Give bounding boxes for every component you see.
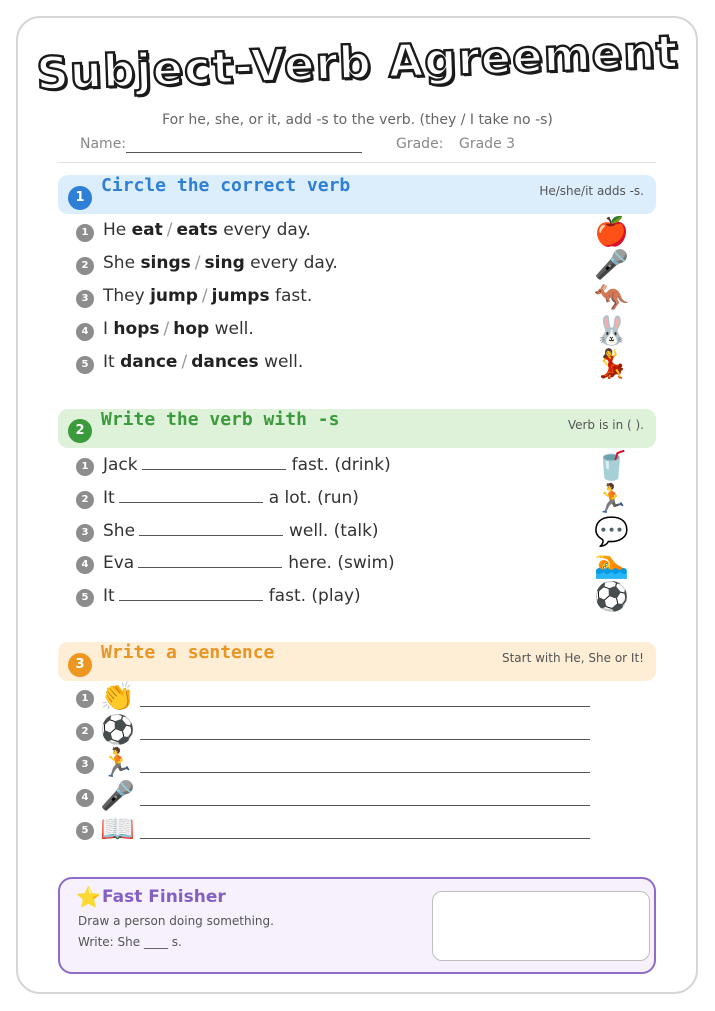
section-3-note: Start with He, She or It! bbox=[501, 651, 644, 665]
item-subject: Eva bbox=[103, 553, 135, 573]
apple-icon: 🍎 bbox=[594, 215, 629, 248]
star-icon: ⭐ bbox=[76, 885, 101, 909]
header-divider bbox=[58, 162, 656, 163]
item-number: 5 bbox=[76, 822, 94, 840]
answer-blank[interactable] bbox=[139, 520, 283, 536]
clapping-hands-icon: 👏 bbox=[100, 680, 135, 713]
soccer-ball-icon: ⚽ bbox=[594, 580, 629, 613]
sentence-line[interactable] bbox=[140, 805, 590, 806]
microphone-icon: 🎤 bbox=[100, 779, 135, 812]
item-number: 3 bbox=[76, 524, 94, 542]
verb-option[interactable]: jump bbox=[150, 286, 198, 306]
item-rest: fast. bbox=[274, 286, 313, 306]
fast-finisher-instruction: Draw a person doing something. bbox=[78, 914, 274, 928]
runner-icon: 🏃 bbox=[100, 746, 135, 779]
item-rest: well. bbox=[264, 352, 304, 372]
item-rest: here. (swim) bbox=[288, 553, 395, 573]
item-number: 1 bbox=[76, 690, 94, 708]
verb-option[interactable]: sing bbox=[204, 253, 245, 273]
item-number: 3 bbox=[76, 756, 94, 774]
item-subject: She bbox=[103, 253, 136, 273]
answer-blank[interactable] bbox=[138, 552, 282, 568]
verb-option[interactable]: eats bbox=[176, 220, 218, 240]
item-subject: Jack bbox=[103, 455, 138, 475]
item-subject: I bbox=[103, 319, 109, 339]
soccer-ball-icon: ⚽ bbox=[100, 713, 135, 746]
section-3-title: Write a sentence bbox=[101, 642, 275, 663]
book-icon: 📖 bbox=[100, 812, 135, 845]
verb-option[interactable]: hop bbox=[173, 319, 210, 339]
item-rest: well. (talk) bbox=[289, 521, 379, 541]
item-number: 2 bbox=[76, 723, 94, 741]
sentence-line[interactable] bbox=[140, 739, 590, 740]
item-number: 4 bbox=[76, 556, 94, 574]
fast-finisher-prompt: Write: She ____ s. bbox=[78, 935, 182, 949]
item-number: 2 bbox=[76, 257, 94, 275]
item-rest: every day. bbox=[223, 220, 311, 240]
section-1-note: He/she/it adds -s. bbox=[539, 184, 644, 198]
grade-value: Grade 3 bbox=[459, 136, 516, 152]
sentence-line[interactable] bbox=[140, 706, 590, 707]
runner-icon: 🏃 bbox=[594, 482, 629, 515]
item-subject: It bbox=[103, 488, 115, 508]
swimmer-icon: 🏊 bbox=[594, 547, 629, 580]
name-label: Name: bbox=[80, 136, 127, 152]
verb-option[interactable]: jumps bbox=[211, 286, 270, 306]
verb-option[interactable]: dance bbox=[120, 352, 178, 372]
answer-blank[interactable] bbox=[119, 585, 263, 601]
dancer-icon: 💃 bbox=[594, 347, 629, 380]
item-subject: They bbox=[103, 286, 145, 306]
microphone-icon: 🎤 bbox=[594, 248, 629, 281]
section-2-header bbox=[58, 409, 656, 448]
item-rest: fast. (drink) bbox=[291, 455, 391, 475]
verb-option[interactable]: sings bbox=[140, 253, 191, 273]
section-2-note: Verb is in ( ). bbox=[567, 418, 644, 432]
section-3-header bbox=[58, 642, 656, 681]
item-rest: fast. (play) bbox=[268, 586, 361, 606]
worksheet-subtitle: For he, she, or it, add -s to the verb. (they / I take no -s) bbox=[162, 112, 553, 128]
item-number: 2 bbox=[76, 491, 94, 509]
item-number: 5 bbox=[76, 589, 94, 607]
section-3-number: 3 bbox=[68, 653, 92, 677]
section-2-title: Write the verb with -s bbox=[101, 409, 340, 430]
item-subject: It bbox=[103, 586, 115, 606]
section-1-header bbox=[58, 175, 656, 214]
name-field[interactable] bbox=[126, 152, 362, 153]
verb-option[interactable]: hops bbox=[113, 319, 160, 339]
grade-label: Grade: bbox=[396, 136, 444, 152]
item-subject: She bbox=[103, 521, 136, 541]
cup-icon: 🥤 bbox=[594, 449, 629, 482]
item-subject: He bbox=[103, 220, 127, 240]
item-number: 3 bbox=[76, 290, 94, 308]
item-number: 4 bbox=[76, 323, 94, 341]
drawing-box[interactable] bbox=[432, 891, 650, 961]
verb-option[interactable]: dances bbox=[191, 352, 259, 372]
item-number: 4 bbox=[76, 789, 94, 807]
fast-finisher-title: Fast Finisher bbox=[102, 887, 226, 907]
section-1-title: Circle the correct verb bbox=[101, 175, 351, 196]
sentence-line[interactable] bbox=[140, 838, 590, 839]
sentence-line[interactable] bbox=[140, 772, 590, 773]
item-number: 1 bbox=[76, 224, 94, 242]
fast-finisher-box bbox=[58, 877, 656, 974]
item-subject: It bbox=[103, 352, 115, 372]
section-1-number: 1 bbox=[68, 186, 92, 210]
kangaroo-icon: 🦘 bbox=[594, 281, 629, 314]
section-2-number: 2 bbox=[68, 419, 92, 443]
item-rest: well. bbox=[214, 319, 254, 339]
rabbit-icon: 🐰 bbox=[594, 314, 629, 347]
answer-blank[interactable] bbox=[142, 454, 286, 470]
worksheet-title: Subject-Verb Agreement bbox=[35, 24, 680, 101]
verb-option[interactable]: eat bbox=[131, 220, 163, 240]
answer-blank[interactable] bbox=[119, 487, 263, 503]
speech-bubble-icon: 💬 bbox=[594, 515, 629, 548]
item-rest: a lot. (run) bbox=[268, 488, 359, 508]
item-number: 5 bbox=[76, 356, 94, 374]
item-rest: every day. bbox=[250, 253, 338, 273]
item-number: 1 bbox=[76, 458, 94, 476]
